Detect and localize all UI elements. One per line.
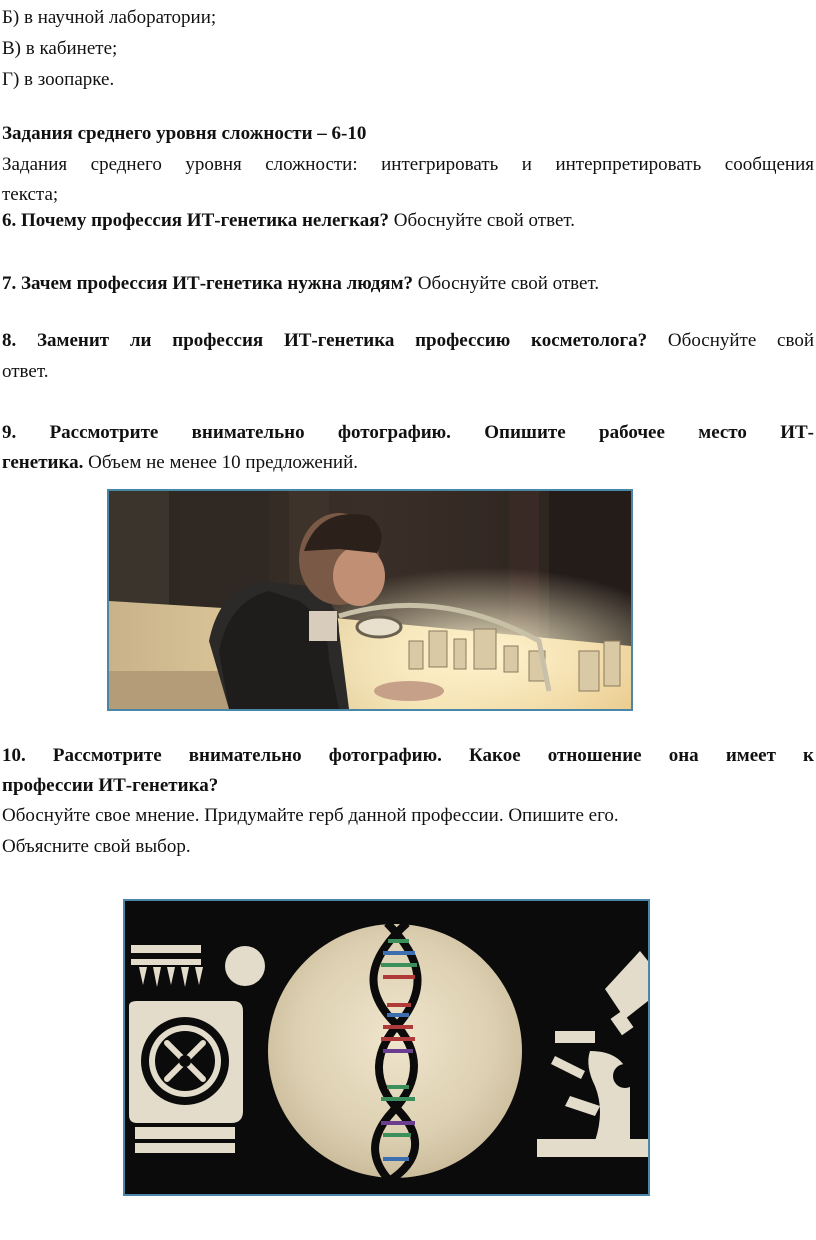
section-heading: Задания среднего уровня сложности – 6-10 [2, 123, 367, 144]
question-8-title: 8. Заменит ли профессия ИТ-генетика профессию косметолога? [2, 330, 648, 351]
question-7-title: 7. Зачем профессия ИТ-генетика нужна людям? [2, 273, 414, 294]
question-10-title: 10. Рассмотрите внимательно фотографию. Какое отношение она имеет к [2, 745, 814, 766]
question-9-instruction: Объем не менее 10 предложений. [83, 452, 359, 473]
lab-photo [107, 489, 633, 711]
question-8 [2, 325, 814, 356]
question-10-instruction-cont: Объясните свой выбор. [2, 836, 191, 857]
question-6-instruction: Обоснуйте свой ответ. [389, 210, 576, 231]
dna-emblem-photo [123, 899, 650, 1196]
section-description: Задания среднего уровня сложности: интегрировать и интерпретировать сообщения [2, 154, 814, 175]
question-9-title-cont: генетика. [2, 452, 84, 473]
question-9-line2 [2, 447, 358, 478]
answer-option-v: В) в кабинете; [2, 38, 118, 59]
lab-photo-image [109, 491, 631, 709]
question-10-title-cont: профессии ИТ-генетика? [2, 775, 219, 796]
question-9-title: 9. Рассмотрите внимательно фотографию. Опишите рабочее место ИТ- [2, 422, 814, 443]
question-7-instruction: Обоснуйте свой ответ. [413, 273, 600, 294]
question-8-cont: ответ. [2, 361, 49, 382]
question-8-instruction: Обоснуйте свой [647, 330, 815, 351]
question-10-instruction: Обоснуйте свое мнение. Придумайте герб данной профессии. Опишите его. [2, 805, 619, 826]
question-7 [2, 268, 599, 299]
question-6 [2, 205, 575, 236]
dna-emblem-image [125, 901, 648, 1194]
answer-option-b: Б) в научной лаборатории; [2, 7, 217, 28]
question-6-title: 6. Почему профессия ИТ-генетика нелегкая? [2, 210, 389, 231]
section-description-cont: текста; [2, 184, 59, 205]
answer-option-g: Г) в зоопарке. [2, 69, 115, 90]
